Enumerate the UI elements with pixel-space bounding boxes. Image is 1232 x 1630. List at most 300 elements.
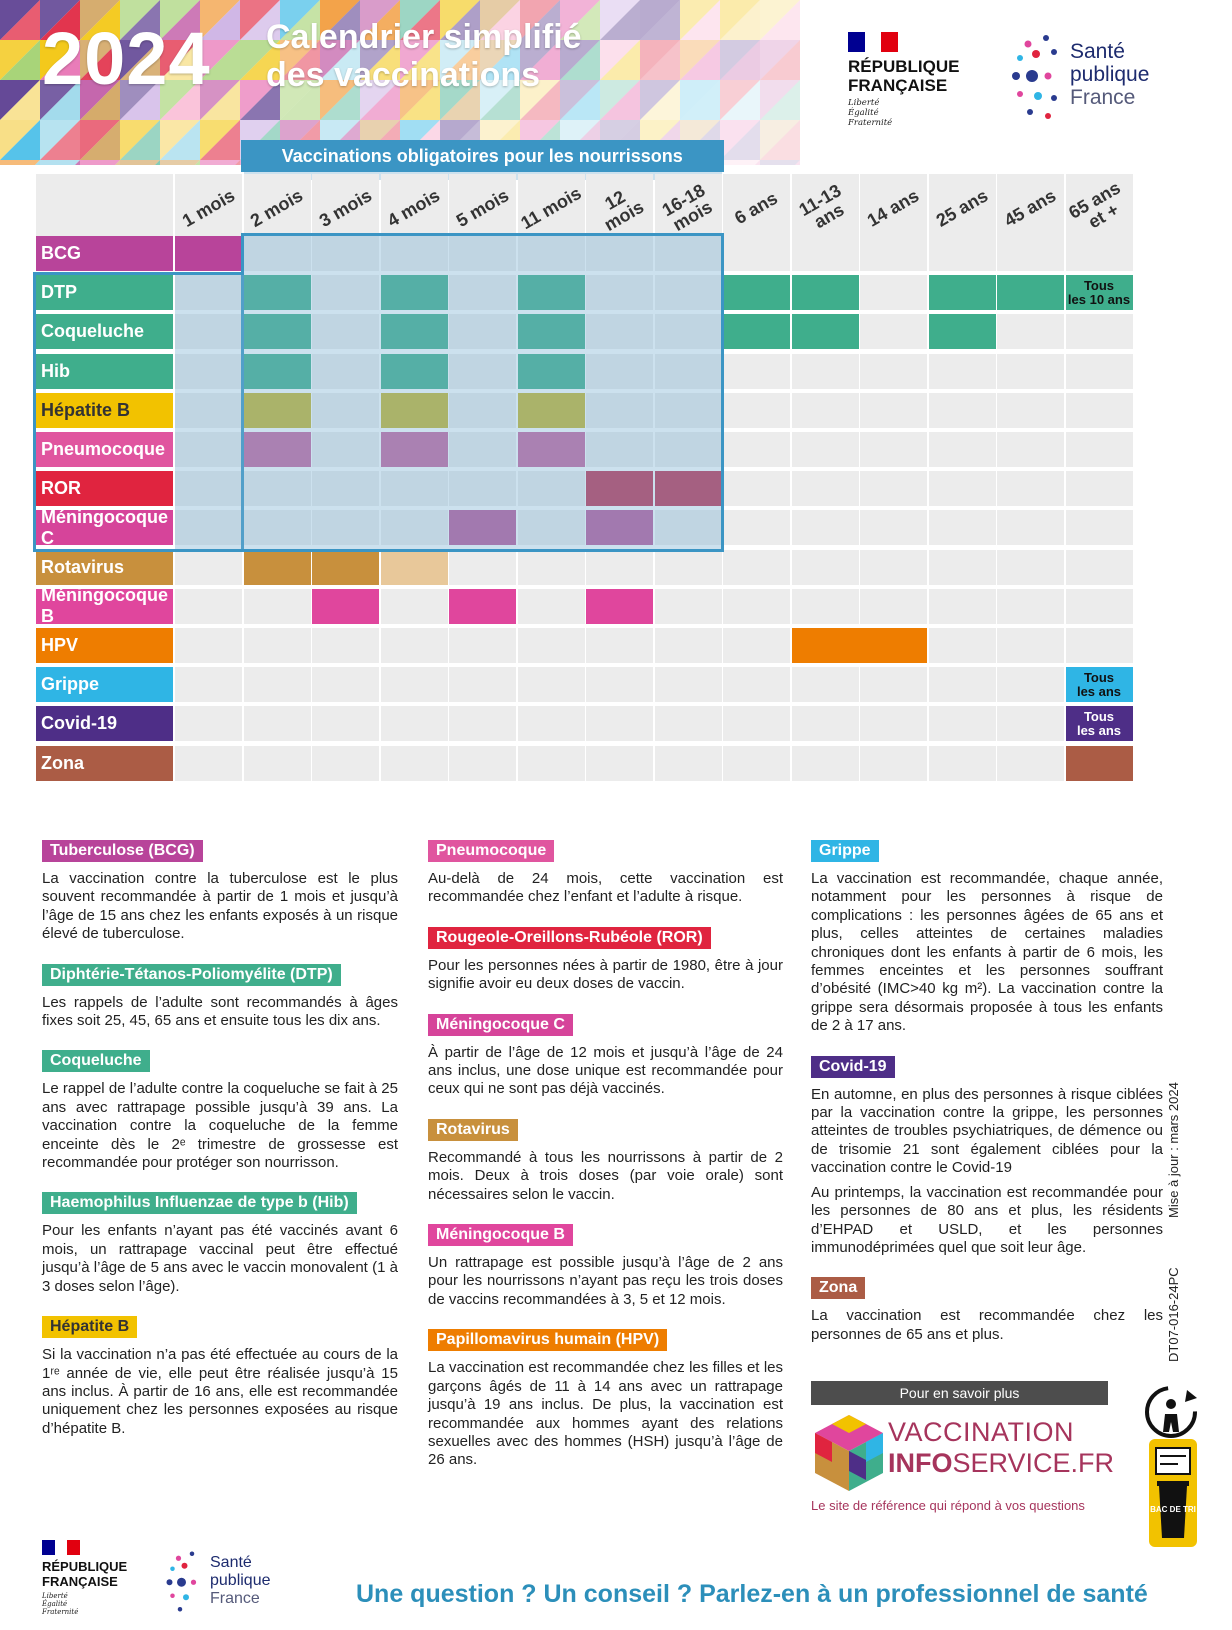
footer-french-flag-icon <box>42 1540 80 1555</box>
note-tag: Coqueluche <box>42 1050 150 1072</box>
schedule-cell-optional-dose <box>381 550 448 585</box>
age-header <box>655 174 722 242</box>
schedule-cell <box>997 746 1064 781</box>
schedule-cell <box>449 667 516 702</box>
note-text: Un rattrapage est possible jusqu’à l’âge de 2 ans pour les nourrissons n’ayant pas reçu les trois doses de vaccins recommandées à 3, 5 et 12 mois. <box>428 1254 783 1308</box>
schedule-cell <box>655 354 722 389</box>
schedule-cell <box>1066 236 1133 271</box>
schedule-cell <box>175 706 242 741</box>
schedule-cell <box>860 236 927 271</box>
schedule-cell <box>381 589 448 624</box>
schedule-cell <box>723 628 790 663</box>
note-block <box>42 1192 398 1296</box>
schedule-cell <box>518 746 585 781</box>
schedule-cell <box>792 550 859 585</box>
schedule-cell-dose <box>518 275 585 310</box>
schedule-cell <box>244 236 311 271</box>
vaccine-label: DTP <box>36 275 173 310</box>
schedule-cell <box>860 393 927 428</box>
schedule-cell <box>929 746 996 781</box>
schedule-cell <box>312 471 379 506</box>
schedule-cell-recurring: Tous les ans <box>1066 706 1133 741</box>
footer-rf-motto-2: Égalité <box>42 1600 68 1608</box>
age-header-label: 45 ans <box>1001 185 1060 231</box>
notes-column-3 <box>811 840 1163 1364</box>
schedule-cell-dose <box>518 354 585 389</box>
schedule-cell <box>655 746 722 781</box>
page-title-line2: des vaccinations <box>266 56 541 94</box>
schedule-cell <box>655 314 722 349</box>
note-tag: Covid-19 <box>811 1056 895 1078</box>
schedule-cell <box>175 550 242 585</box>
republique-francaise-logo <box>848 32 959 128</box>
footer-spf-line3: France <box>210 1590 260 1607</box>
schedule-cell-dose <box>586 471 653 506</box>
schedule-cell <box>655 706 722 741</box>
age-header <box>997 174 1064 242</box>
age-header-label: 16-18 mois <box>658 180 716 235</box>
note-tag: Pneumocoque <box>428 840 554 862</box>
schedule-cell-dose <box>381 354 448 389</box>
schedule-cell-dose <box>1066 746 1133 781</box>
schedule-cell <box>381 471 448 506</box>
note-block <box>428 1224 783 1309</box>
schedule-cell <box>586 275 653 310</box>
schedule-cell <box>244 628 311 663</box>
schedule-cell <box>723 510 790 545</box>
schedule-cell <box>449 275 516 310</box>
age-header-label: 65 ans et + <box>1065 177 1124 233</box>
schedule-cell-dose <box>175 236 242 271</box>
schedule-cell-dose <box>312 550 379 585</box>
vaccine-label: Pneumocoque <box>36 432 173 467</box>
vis-tagline: Le site de référence qui répond à vos questions <box>811 1498 1085 1513</box>
schedule-cell <box>997 471 1064 506</box>
rf-motto-2: Égalité <box>848 108 879 118</box>
age-header <box>518 174 585 242</box>
rf-motto-1: Liberté <box>848 98 880 108</box>
bac-de-tri-icon <box>1148 1438 1198 1548</box>
age-header <box>586 174 653 242</box>
schedule-cell <box>381 510 448 545</box>
schedule-cell <box>929 550 996 585</box>
note-tag: Rougeole-Oreillons-Rubéole (ROR) <box>428 927 711 949</box>
schedule-cell <box>1066 393 1133 428</box>
schedule-cell <box>586 628 653 663</box>
schedule-cell <box>655 432 722 467</box>
note-text: Recommandé à tous les nourrissons à partir de 2 mois. Deux à trois doses (par voie orale) sont nécessaires selon le vaccin. <box>428 1148 783 1203</box>
notes-column-2 <box>428 840 783 1490</box>
footer-spf-dots-icon <box>165 1548 210 1618</box>
corner-cell <box>36 174 173 242</box>
vaccine-label: Hépatite B <box>36 393 173 428</box>
schedule-cell <box>860 354 927 389</box>
age-header-label: 1 mois <box>178 185 239 231</box>
schedule-cell-dose <box>244 354 311 389</box>
schedule-cell <box>792 354 859 389</box>
age-header-label: 3 mois <box>315 185 376 231</box>
schedule-cell <box>586 432 653 467</box>
bac-de-tri-label: BAC DE TRI <box>1150 1505 1196 1514</box>
schedule-cell-dose <box>997 275 1064 310</box>
schedule-cell <box>655 236 722 271</box>
note-text: Pour les enfants n’ayant pas été vaccinés avant 6 mois, un rattrapage vaccinal peut être effectué jusqu’à l’âge de 5 ans avec le vaccin monovalent (1 à 3 doses selon l’âge). <box>42 1222 398 1295</box>
schedule-cell-dose <box>792 275 859 310</box>
schedule-cell <box>312 706 379 741</box>
schedule-cell <box>929 393 996 428</box>
age-header-label: 4 mois <box>384 185 444 231</box>
schedule-cell-dose <box>381 275 448 310</box>
schedule-cell <box>244 510 311 545</box>
page-title <box>266 18 646 94</box>
document-code: DT07-016-24PC <box>1166 1267 1181 1362</box>
schedule-cell <box>997 432 1064 467</box>
schedule-cell <box>792 236 859 271</box>
note-block <box>811 1056 1163 1258</box>
schedule-cell <box>723 706 790 741</box>
schedule-cell-dose <box>723 275 790 310</box>
note-text: La vaccination contre la tuberculose est le plus souvent recommandée à partir de 1 mois et jusqu’à l’âge de 15 ans chez les enfants exposés à un risque élevé de tuberculose. <box>42 870 398 943</box>
note-tag: Méningocoque B <box>428 1224 573 1246</box>
schedule-cell <box>312 510 379 545</box>
french-flag-icon <box>848 32 898 52</box>
age-header <box>381 174 448 242</box>
schedule-cell <box>175 746 242 781</box>
note-text: La vaccination est recommandée chez les filles et les garçons âgés de 11 à 14 ans avec un rattrapage jusqu’à 19 ans inclus. De plus, la vaccination est recommandée aux hommes ayant des relations sexuelles avec des hommes (HSH) jusqu’à l’âge de 26 ans. <box>428 1359 783 1469</box>
schedule-cell-dose <box>381 314 448 349</box>
vaccine-label: Grippe <box>36 667 173 702</box>
schedule-cell <box>655 589 722 624</box>
age-header-label: 11 mois <box>517 182 585 234</box>
footer-rf-name-line1: RÉPUBLIQUE <box>42 1559 128 1574</box>
vis-line2-rest: SERVICE.FR <box>952 1448 1115 1478</box>
schedule-cell-recurring: Tous les 10 ans <box>1066 275 1133 310</box>
age-header <box>929 174 996 242</box>
schedule-cell <box>381 628 448 663</box>
schedule-cell <box>449 706 516 741</box>
schedule-cell <box>997 510 1064 545</box>
note-text: Si la vaccination n’a pas été effectuée au cours de la 1ʳᵉ année de vie, elle peut être réalisée jusqu’à 15 ans inclus. À partir de 16 ans, elle est recommandée uniquement chez les personnes exposées au risque d’hépatite B. <box>42 1346 398 1437</box>
schedule-cell <box>655 667 722 702</box>
note-block <box>428 927 783 994</box>
schedule-cell-dose <box>518 314 585 349</box>
schedule-cell-dose <box>929 314 996 349</box>
schedule-cell-dose <box>244 314 311 349</box>
vaccine-label: ROR <box>36 471 173 506</box>
schedule-cell <box>381 236 448 271</box>
note-text: Au printemps, la vaccination est recommandée pour les personnes de 80 ans et plus, les résidents d’EHPAD et USLD, et les personnes immunodéprimées quel que soit leur âge. <box>811 1183 1163 1256</box>
schedule-cell <box>586 550 653 585</box>
schedule-cell <box>175 589 242 624</box>
schedule-cell-dose <box>449 510 516 545</box>
schedule-cell <box>723 471 790 506</box>
schedule-cell <box>586 667 653 702</box>
schedule-cell <box>381 706 448 741</box>
vaccine-label: BCG <box>36 236 173 271</box>
schedule-cell <box>312 432 379 467</box>
spf-dots-icon <box>1010 32 1070 122</box>
schedule-cell <box>175 628 242 663</box>
schedule-cell <box>518 236 585 271</box>
schedule-cell <box>723 589 790 624</box>
note-tag: Hépatite B <box>42 1316 137 1338</box>
schedule-cell <box>655 628 722 663</box>
note-text: En automne, en plus des personnes à risque ciblées par la vaccination contre la grippe, les personnes atteintes de troubles psychiatriques, de démence ou de trisomie 21 sont également ciblées pour la vaccination contre le Covid-19 <box>811 1085 1163 1177</box>
note-text: Les rappels de l’adulte sont recommandés à âges fixes soit 25, 45, 65 ans et ensuite tous les dix ans. <box>42 993 398 1030</box>
footer-sante-publique-france-logo <box>165 1548 295 1618</box>
schedule-cell <box>929 589 996 624</box>
note-tag: Papillomavirus humain (HPV) <box>428 1329 667 1351</box>
schedule-cell <box>244 667 311 702</box>
note-block <box>42 964 398 1031</box>
note-text: Au-delà de 24 mois, cette vaccination est recommandée chez l’enfant et l’adulte à risque. <box>428 870 783 906</box>
schedule-cell <box>312 393 379 428</box>
vis-line2 <box>888 1448 1114 1479</box>
schedule-cell <box>792 510 859 545</box>
schedule-cell <box>449 471 516 506</box>
schedule-cell <box>860 589 927 624</box>
note-text: À partir de l’âge de 12 mois et jusqu’à l’âge de 24 ans inclus, une dose unique est recommandée pour ceux qui ne sont pas déjà vaccinés. <box>428 1043 783 1098</box>
schedule-cell <box>997 667 1064 702</box>
schedule-cell <box>792 589 859 624</box>
footer-rf-motto-3: Fraternité <box>42 1608 79 1616</box>
schedule-cell <box>1066 432 1133 467</box>
schedule-cell <box>723 393 790 428</box>
schedule-cell-dose <box>518 432 585 467</box>
schedule-cell <box>1066 314 1133 349</box>
schedule-cell <box>586 236 653 271</box>
schedule-cell <box>860 314 927 349</box>
note-block <box>811 1277 1163 1344</box>
note-tag: Zona <box>811 1277 865 1299</box>
schedule-cell <box>518 550 585 585</box>
age-header <box>449 174 516 242</box>
rf-name-line1: RÉPUBLIQUE <box>848 57 960 76</box>
schedule-cell <box>860 275 927 310</box>
schedule-cell <box>929 471 996 506</box>
schedule-cell <box>312 275 379 310</box>
vis-cube-icon <box>815 1415 883 1491</box>
schedule-cell <box>518 471 585 506</box>
schedule-cell-dose <box>518 393 585 428</box>
schedule-cell <box>792 667 859 702</box>
schedule-cell-dose <box>586 589 653 624</box>
note-tag: Diphtérie-Tétanos-Poliomyélite (DTP) <box>42 964 341 986</box>
schedule-cell <box>586 393 653 428</box>
schedule-cell <box>312 236 379 271</box>
schedule-cell <box>518 706 585 741</box>
schedule-cell <box>586 706 653 741</box>
age-header <box>1066 174 1133 242</box>
schedule-cell <box>792 746 859 781</box>
rf-motto-3: Fraternité <box>848 118 893 128</box>
age-header-label: 14 ans <box>864 185 923 231</box>
spf-line3: France <box>1070 86 1136 109</box>
note-block <box>428 840 783 907</box>
age-header <box>175 174 242 242</box>
schedule-cell <box>997 236 1064 271</box>
schedule-cell-dose <box>244 432 311 467</box>
schedule-cell <box>723 354 790 389</box>
schedule-cell <box>244 746 311 781</box>
schedule-cell-dose <box>449 589 516 624</box>
note-text: Le rappel de l’adulte contre la coqueluche se fait à 25 ans avec rattrapage possible jusqu’à 39 ans. La vaccination contre la coqueluche de la femme enceinte dès le 2ᵉ trimestre de grossesse est recommandée pour protéger son nourrisson. <box>42 1080 398 1172</box>
schedule-cell <box>244 471 311 506</box>
note-text: La vaccination est recommandée chez les personnes de 65 ans et plus. <box>811 1307 1163 1343</box>
schedule-cell <box>175 275 242 310</box>
schedule-cell-recurring: Tous les ans <box>1066 667 1133 702</box>
schedule-cell <box>860 432 927 467</box>
age-header <box>244 174 311 242</box>
schedule-cell <box>997 354 1064 389</box>
schedule-cell <box>586 314 653 349</box>
schedule-cell <box>792 471 859 506</box>
vis-line2-bold: INFO <box>888 1448 953 1478</box>
schedule-cell <box>860 510 927 545</box>
schedule-cell <box>997 550 1064 585</box>
footer-rf-name-line2: FRANÇAISE <box>42 1574 118 1589</box>
schedule-cell <box>175 510 242 545</box>
schedule-cell-dose <box>244 550 311 585</box>
age-header-label: 6 ans <box>731 187 782 229</box>
schedule-cell <box>929 706 996 741</box>
age-header-label: 12 mois <box>600 186 648 235</box>
schedule-cell <box>175 354 242 389</box>
schedule-cell <box>449 628 516 663</box>
footer-spf-line2: publique <box>210 1572 271 1589</box>
schedule-cell <box>449 314 516 349</box>
vaccine-label: Hib <box>36 354 173 389</box>
schedule-cell <box>860 550 927 585</box>
schedule-cell <box>860 706 927 741</box>
schedule-cell <box>929 432 996 467</box>
notes-column-1 <box>42 840 398 1458</box>
schedule-cell <box>312 628 379 663</box>
schedule-cell <box>381 746 448 781</box>
schedule-cell <box>449 393 516 428</box>
age-header <box>723 174 790 242</box>
schedule-cell <box>929 354 996 389</box>
note-tag: Méningocoque C <box>428 1014 573 1036</box>
schedule-cell <box>860 667 927 702</box>
vis-line1: VACCINATION <box>888 1417 1075 1447</box>
schedule-cell-dose <box>792 628 928 663</box>
schedule-cell-dose <box>381 393 448 428</box>
triman-recycling-icon <box>1143 1384 1199 1440</box>
vaccine-label: HPV <box>36 628 173 663</box>
note-block <box>428 1014 783 1099</box>
schedule-cell <box>1066 628 1133 663</box>
vaccine-label: Méningocoque C <box>36 510 173 545</box>
age-header-label: 25 ans <box>932 185 992 231</box>
schedule-cell <box>449 236 516 271</box>
vaccine-label: Coqueluche <box>36 314 173 349</box>
schedule-cell <box>1066 510 1133 545</box>
schedule-cell <box>586 354 653 389</box>
age-header-label: 2 mois <box>247 185 307 231</box>
schedule-cell-dose <box>244 275 311 310</box>
note-block <box>811 840 1163 1036</box>
info-bar: Pour en savoir plus <box>811 1381 1108 1405</box>
schedule-cell-dose <box>244 393 311 428</box>
schedule-cell <box>860 471 927 506</box>
schedule-cell <box>175 667 242 702</box>
schedule-cell <box>449 550 516 585</box>
sante-publique-france-logo <box>1010 32 1200 122</box>
schedule-cell <box>381 667 448 702</box>
schedule-cell <box>175 393 242 428</box>
schedule-cell <box>1066 550 1133 585</box>
page-title-line1: Calendrier simplifié <box>266 18 582 56</box>
schedule-cell-dose <box>723 314 790 349</box>
schedule-cell <box>1066 471 1133 506</box>
footer-spf-line1: Santé <box>210 1554 252 1571</box>
mandatory-title: Vaccinations obligatoires pour les nourrissons <box>241 140 725 172</box>
schedule-cell <box>244 589 311 624</box>
schedule-cell <box>312 667 379 702</box>
schedule-cell <box>792 706 859 741</box>
vaccine-label: Covid-19 <box>36 706 173 741</box>
schedule-cell <box>518 589 585 624</box>
schedule-cell <box>312 314 379 349</box>
note-block <box>428 1119 783 1204</box>
schedule-cell-dose <box>381 432 448 467</box>
note-block <box>42 840 398 944</box>
schedule-cell-dose <box>792 314 859 349</box>
schedule-cell <box>723 236 790 271</box>
schedule-cell <box>929 628 996 663</box>
schedule-cell-dose <box>586 510 653 545</box>
vaccine-label: Rotavirus <box>36 550 173 585</box>
footer-republique-francaise-logo <box>42 1540 127 1616</box>
schedule-cell <box>449 746 516 781</box>
schedule-cell <box>244 706 311 741</box>
schedule-cell <box>1066 354 1133 389</box>
schedule-cell <box>655 550 722 585</box>
year: 2024 <box>42 17 211 100</box>
age-header <box>792 174 859 242</box>
schedule-cell <box>723 746 790 781</box>
note-block <box>42 1050 398 1172</box>
schedule-cell <box>860 746 927 781</box>
schedule-cell <box>655 510 722 545</box>
age-header-label: 5 mois <box>452 185 513 231</box>
note-text: La vaccination est recommandée, chaque année, notamment pour les personnes à risque de complications : les personnes âgées de 65 ans et plus, celles atteintes de certaines maladies chroniques dont les enfants à partir de 6 mois, les femmes enceintes et les personnes souffrant d’obésité (IMC>40 kg m²). La vaccination contre la grippe sera désormais proposée à tous les enfants de 2 à 17 ans. <box>811 870 1163 1035</box>
schedule-cell-dose <box>312 589 379 624</box>
note-tag: Rotavirus <box>428 1119 518 1141</box>
schedule-cell <box>312 746 379 781</box>
note-text: Pour les personnes nées à partir de 1980, être à jour signifie avoir eu deux doses de vaccin. <box>428 956 783 993</box>
schedule-cell <box>449 432 516 467</box>
note-tag: Tuberculose (BCG) <box>42 840 203 862</box>
schedule-cell <box>518 667 585 702</box>
schedule-cell <box>586 746 653 781</box>
schedule-cell <box>518 510 585 545</box>
schedule-cell <box>929 236 996 271</box>
schedule-cell <box>792 432 859 467</box>
spf-line1: Santé <box>1070 40 1125 63</box>
schedule-cell <box>929 667 996 702</box>
schedule-cell <box>997 589 1064 624</box>
age-header-label: 11-13 ans <box>795 180 848 233</box>
footer-rf-motto-1: Liberté <box>42 1592 68 1600</box>
age-header <box>860 174 927 242</box>
footer-question: Une question ? Un conseil ? Parlez-en à un professionnel de santé <box>356 1580 1148 1608</box>
document-reference <box>1166 1082 1186 1362</box>
schedule-cell-dose <box>929 275 996 310</box>
note-tag: Grippe <box>811 840 879 862</box>
schedule-cell <box>997 393 1064 428</box>
